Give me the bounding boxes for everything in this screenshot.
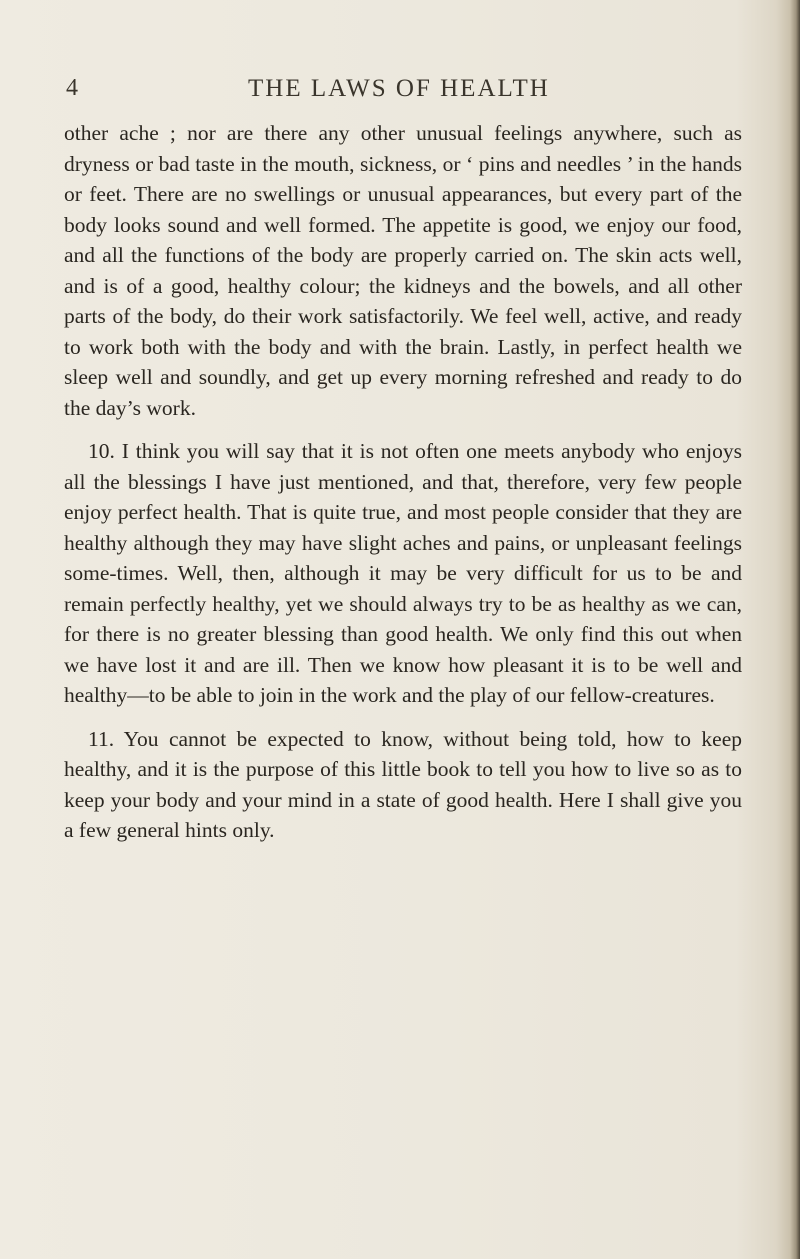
paragraph-11: 11. You cannot be expected to know, without being told, how to keep healthy, and it is the purpose of this little book to tell you how to live so as to keep your body and your mind in a state of good health. Here I shall give you a few general hints only.: [64, 726, 742, 842]
body-text: [64, 118, 742, 846]
paragraph-10: 10. I think you will say that it is not often one meets anybody who enjoys all the blessings I have just mentioned, and that, therefore, very few people enjoy perfect health. That is quite true, and most people consider that they are healthy although they may have slight aches and pains, or unpleasant feelings some-times. Well, then, although it may be very difficult for us to be and remain perfectly healthy, yet we should always try to be as healthy as we can, for there is no greater blessing than good health. We only find this out when we have lost it and are ill. Then we know how pleasant it is to be well and healthy—to be able to join in the work and the play of our fellow-creatures.: [64, 439, 742, 707]
running-title: THE LAWS OF HEALTH: [248, 75, 550, 102]
page-edge-shadow: [790, 0, 800, 1259]
running-header: [0, 75, 800, 115]
page-number: 4: [66, 75, 79, 101]
paragraph-continued: other ache ; nor are there any other unusual feelings anywhere, such as dryness or bad taste in the mouth, sickness, or ‘ pins and needles ’ in the hands or feet. There are no swellings or unusual appearances, but every part of the body looks sound and well formed. The appetite is good, we enjoy our food, and all the functions of the body are properly carried on. The skin acts well, and is of a good, healthy colour; the kidneys and the bowels, and all other parts of the body, do their work satisfactorily. We feel well, active, and ready to work both with the body and with the brain. Lastly, in perfect health we sleep well and soundly, and get up every morning refreshed and ready to do the day’s work.: [64, 121, 742, 420]
